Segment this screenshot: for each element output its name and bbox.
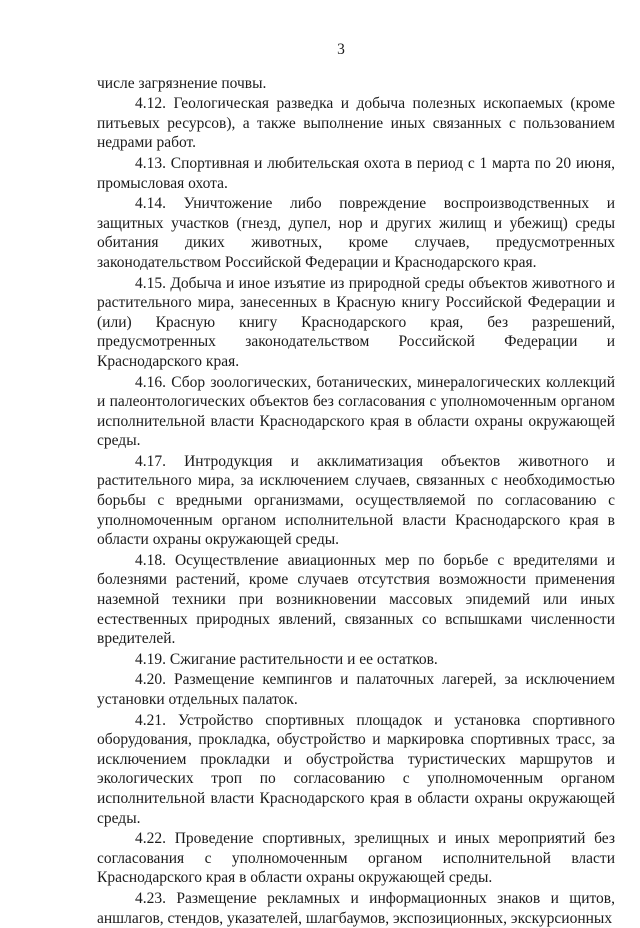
paragraph: числе загрязнение почвы.	[97, 74, 267, 92]
page-number: 3	[337, 41, 345, 58]
paragraph-4-19: 4.19. Сжигание растительности и ее остатков.	[135, 650, 438, 668]
paragraph-4-18: 4.18. Осуществление авиационных мер по борьбе с вредителями и болезнями растений, кроме случаев отсутствия возможности применения наземной техники при возникновении массовых эпидемий или иных естественных природных явлений, связанных со вспышками численности вредителей.	[97, 551, 615, 648]
paragraph-4-21: 4.21. Устройство спортивных площадок и установка спортивного оборудования, прокладка, обустройство и маркировка спортивных трасс, за исключением прокладки и обустройства туристических маршрутов и экологических троп по согласованию с уполномоченным органом исполнительной власти Краснодарского края в области охраны окружающей среды.	[97, 711, 615, 827]
paragraph-4-14: 4.14. Уничтожение либо повреждение воспроизводственных и защитных участков (гнезд, дупел, нор и других жилищ и убежищ) среды обитания диких животных, кроме случаев, предусмотренных законодательством Российской Федерации и Краснодарского края.	[97, 195, 615, 271]
paragraph-4-17: 4.17. Интродукция и акклиматизация объектов животного и растительного мира, за исключением случаев, связанных с необходимостью борьбы с вредными организмами, осуществляемой по согласованию с уполномоченным органом исполнительной власти Краснодарского края в области охраны окружающей среды.	[97, 452, 615, 549]
paragraph-4-22: 4.22. Проведение спортивных, зрелищных и иных мероприятий без согласования с уполномоченным органом исполнительной власти Краснодарского края в области охраны окружающей среды.	[97, 830, 615, 887]
paragraph-4-20: 4.20. Размещение кемпингов и палаточных лагерей, за исключением установки отдельных палаток.	[97, 671, 615, 708]
document-body	[97, 74, 615, 928]
paragraph-4-23: 4.23. Размещение рекламных и информационных знаков и щитов, аншлагов, стендов, указателей, шлагбаумов, экспозиционных, экскурсионных	[97, 889, 615, 927]
paragraph-4-13: 4.13. Спортивная и любительская охота в период с 1 марта по 20 июня, промысловая охота.	[97, 154, 615, 192]
paragraph-4-12: 4.12. Геологическая разведка и добыча полезных ископаемых (кроме питьевых ресурсов), а также выполнение иных связанных с пользованием недрами работ.	[97, 95, 615, 152]
paragraph-4-15: 4.15. Добыча и иное изъятие из природной среды объектов животного и растительного мира, занесенных в Красную книгу Российской Федерации и (или) Красную книгу Краснодарского края, без разрешений, предусмотренных законодательством Российской Федерации и Краснодарского края.	[97, 274, 615, 370]
paragraph-4-16: 4.16. Сбор зоологических, ботанических, минералогических коллекций и палеонтологических объектов без согласования с уполномоченным органом исполнительной власти Краснодарского края в области охраны окружающей среды.	[97, 373, 615, 450]
